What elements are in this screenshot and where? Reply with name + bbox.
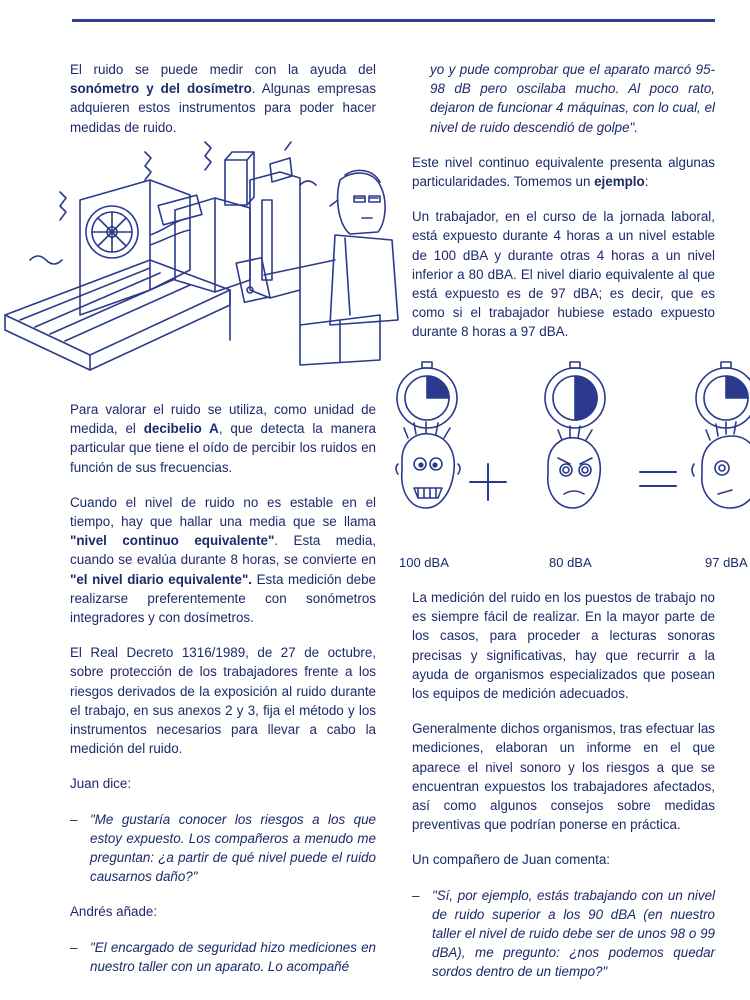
stopwatch-icon — [397, 362, 457, 428]
paragraph-medicion: La medición del ruido en los puestos de trabajo no es siempre fácil de realizar. En la mayor parte de los casos, para proceder a lecturas sonoras precisas y significativas, hay que recurrir a la ayuda de organismos especializados que posean los equipos de medición adecuados. — [412, 590, 715, 702]
andres-label: Andrés añade: — [70, 904, 158, 920]
left-column-main — [70, 400, 376, 992]
quote-juan: – "Me gustaría conocer los riesgos a los que estoy expuesto. Los compañeros a menudo me preguntan: ¿a partir de qué nivel puede el ruido causarnos daño?" — [70, 811, 376, 885]
dizzy-face-icon — [692, 422, 750, 508]
companero-label: Un compañero de Juan comenta: — [412, 852, 611, 868]
stopwatch-icon — [545, 362, 605, 428]
paragraph-intro: El ruido se puede medir con la ayuda del sonómetro y del dosímetro. Algunas empresas adquieren estos instrumentos para poder hacer medidas de ruido. — [70, 62, 377, 135]
paragraph-decibel: Para valorar el ruido se utiliza, como unidad de medida, el decibelio A, que detecta la manera particular que tiene el oído de percibir los ruidos en función de sus frecuencias. — [70, 402, 376, 475]
equation-illustration — [380, 360, 750, 545]
stopwatch-icon — [696, 362, 750, 428]
label-80-dba: 80 dBA — [549, 555, 592, 570]
paragraph-example: Un trabajador, en el curso de la jornada laboral, está expuesto durante 4 horas a un nivel estable de 100 dBA y durante otras 4 horas a un nivel inferior a 80 dBA. El nivel diario equivalente al que está expuesto es de 97 dBA; es decir, que es como si el trabajador hubiese estado expuesto durante 8 horas a 97 dBA. — [412, 209, 715, 340]
paragraph-particularidades: Este nivel continuo equivalente presenta algunas particularidades. Tomemos un ejemplo: — [412, 154, 715, 190]
quote-companero: – "Sí, por ejemplo, estás trabajando con un nivel de ruido superior a los 90 dBA (en nuestro taller el nivel de ruido debe ser de unos 98 o 99 dBA), me pregunto: ¿nos podemos quedar sordos dentro de un tiempo?" — [412, 887, 715, 980]
label-100-dba: 100 dBA — [399, 555, 449, 570]
noise-machine-illustration — [0, 140, 400, 380]
right-column-top — [412, 60, 715, 358]
angry-face-icon — [548, 426, 600, 508]
paragraph-nivel-continuo: Cuando el nivel de ruido no es estable en el tiempo, hay que hallar una media que se llama "nivel continuo equivalente". Esta media, cuando se evalúa durante 8 horas, se convierte en "el nivel diario equivalente". Esta medición debe realizarse preferentemente con sonómetros integradores y con dosímetros. — [70, 494, 376, 626]
stressed-face-icon — [396, 422, 460, 508]
right-column-bottom — [412, 588, 715, 998]
paragraph-real-decreto: El Real Decreto 1316/1989, de 27 de octubre, sobre protección de los trabajadores frente a los riesgos derivados de la exposición al ruido durante el trabajo, en sus anexos 2 y 3, fija el método y los instrumentos necesarios para llevar a cabo la medición del ruido. — [70, 645, 376, 757]
paragraph-informe: Generalmente dichos organismos, tras efectuar las mediciones, elaboran un informe en el que aparece el nivel sonoro y los riesgos a que se encuentran expuestos los trabajadores afectados, así como algunos consejos sobre medidas preventivas que podrían ponerse en práctica. — [412, 721, 715, 833]
juan-dice-label: Juan dice: — [70, 776, 132, 792]
left-column-top — [70, 60, 376, 153]
quote-andres-start: – "El encargado de seguridad hizo mediciones en nuestro taller con un aparato. Lo acompañé — [70, 939, 376, 974]
quote-andres-end: yo y pude comprobar que el aparato marcó 95-98 dB pero oscilaba mucho. Al poco rato, dejaron de funcionar 4 máquinas, con lo cual, el nivel de ruido descendió de golpe". — [430, 62, 715, 135]
label-97-dba: 97 dBA — [705, 555, 748, 570]
header-rule — [72, 19, 715, 22]
